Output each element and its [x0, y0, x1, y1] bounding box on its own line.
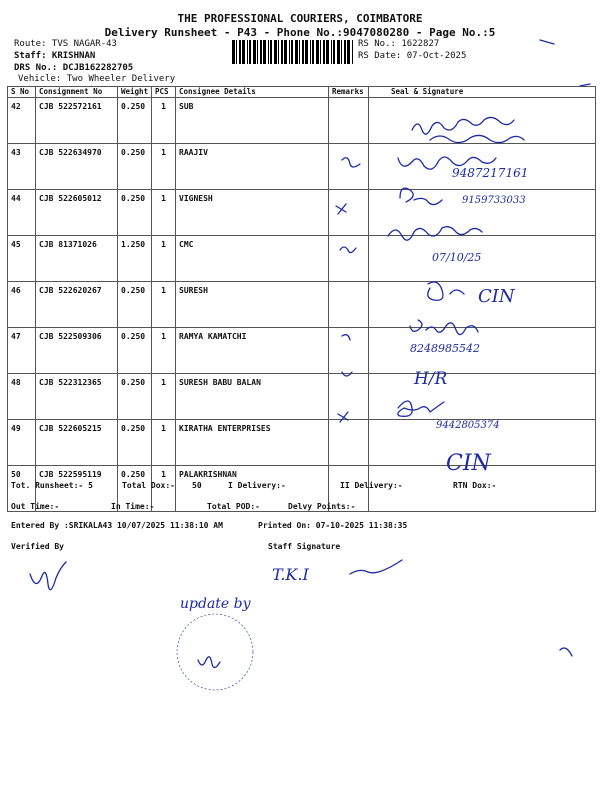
col-pcs-header: PCS	[152, 87, 176, 98]
signature-cell	[369, 374, 596, 420]
barcode-bar	[333, 40, 335, 64]
rs-number: RS No.: 1622827	[358, 39, 440, 49]
weight-cell: 0.250	[118, 282, 152, 328]
sno-cell: 46	[8, 282, 36, 328]
weight-cell: 0.250	[118, 328, 152, 374]
barcode-bar	[312, 40, 314, 64]
remarks-cell	[329, 374, 369, 420]
table-row	[8, 236, 596, 282]
vehicle-label: Vehicle: Two Wheeler Delivery	[18, 74, 176, 84]
table-row	[8, 144, 596, 190]
signature-cell	[369, 190, 596, 236]
barcode-bar	[253, 40, 256, 64]
consignment-cell: CJB 522605215	[36, 420, 118, 466]
consignment-cell: CJB 81371026	[36, 236, 118, 282]
barcode-bar	[326, 40, 329, 64]
weight-cell: 1.250	[118, 236, 152, 282]
consignment-cell: CJB 522312365	[36, 374, 118, 420]
drs-number: DRS No.: DCJB162282705	[14, 63, 134, 73]
route-label: Route: TVS NAGAR-43	[14, 39, 117, 49]
total-pod: Total POD:-	[207, 502, 260, 511]
remarks-cell	[329, 282, 369, 328]
barcode-bar	[320, 40, 321, 64]
weight-cell: 0.250	[118, 98, 152, 144]
barcode-bar	[299, 40, 300, 64]
pcs-cell: 1	[152, 144, 176, 190]
weight-cell: 0.250	[118, 144, 152, 190]
total-dox-label: Total Dox:-	[122, 481, 175, 490]
signature-cell	[369, 144, 596, 190]
verified-by: Verified By	[11, 542, 64, 551]
weight-cell: 0.250	[118, 466, 152, 512]
update-by-note: update by	[180, 596, 251, 612]
staff-signature-stroke	[350, 560, 402, 574]
sno-cell: 47	[8, 328, 36, 374]
barcode-bar	[268, 40, 269, 64]
sno-cell: 49	[8, 420, 36, 466]
consignee-cell: VIGNESH	[176, 190, 329, 236]
runsheet-table	[7, 86, 596, 512]
sno-cell: 45	[8, 236, 36, 282]
note-row46: CIN	[478, 286, 515, 307]
barcode-bar	[310, 40, 311, 64]
col-remarks-header: Remarks	[329, 87, 369, 98]
in-time: In Time:-	[111, 502, 155, 511]
consignment-cell: CJB 522595119	[36, 466, 118, 512]
consignment-cell: CJB 522572161	[36, 98, 118, 144]
consignee-cell: KIRATHA ENTERPRISES	[176, 420, 329, 466]
col-signature-header: Seal & Signature	[369, 87, 596, 98]
table-row	[8, 374, 596, 420]
consignment-cell: CJB 522509306	[36, 328, 118, 374]
remarks-cell	[329, 420, 369, 466]
weight-cell: 0.250	[118, 420, 152, 466]
remarks-cell	[329, 144, 369, 190]
signature-cell	[369, 282, 596, 328]
pcs-cell: 1	[152, 328, 176, 374]
consignee-cell: RAMYA KAMATCHI	[176, 328, 329, 374]
remarks-cell	[329, 328, 369, 374]
staff-label: Staff: KRISHNAN	[14, 51, 96, 61]
sno-cell: 48	[8, 374, 36, 420]
stamp-initials	[198, 657, 220, 668]
sno-cell: 42	[8, 98, 36, 144]
consignee-cell: SURESH BABU BALAN	[176, 374, 329, 420]
pcs-cell: 1	[152, 282, 176, 328]
barcode-bar	[347, 40, 350, 64]
consignee-cell: CMC	[176, 236, 329, 282]
barcode-bar	[344, 40, 346, 64]
company-title: THE PROFESSIONAL COURIERS, COIMBATORE	[177, 12, 423, 25]
barcode-bar	[236, 40, 237, 64]
barcode-bar	[249, 40, 251, 64]
remarks-cell	[329, 190, 369, 236]
delvy-points: Delvy Points:-	[288, 502, 356, 511]
pcs-cell: 1	[152, 466, 176, 512]
consignment-cell: CJB 522605012	[36, 190, 118, 236]
sno-cell: 43	[8, 144, 36, 190]
barcode-bar	[341, 40, 342, 64]
col-consignee-header: Consignee Details	[176, 87, 329, 98]
barcode-bar	[305, 40, 308, 64]
verified-signature	[30, 562, 66, 590]
barcode-bar	[323, 40, 325, 64]
barcode-bar	[278, 40, 279, 64]
staff-signature: T.K.I	[272, 565, 309, 584]
rtn-dox: RTN Dox:-	[453, 481, 497, 490]
col-weight-header: Weight	[118, 87, 152, 98]
printed-on: Printed On: 07-10-2025 11:38:35	[258, 521, 408, 530]
sno-cell: 50	[8, 466, 36, 512]
barcode-bar	[247, 40, 248, 64]
consignment-cell: CJB 522620267	[36, 282, 118, 328]
table-row	[8, 98, 596, 144]
i-delivery: I Delivery:-	[228, 481, 286, 490]
barcode-bar	[337, 40, 340, 64]
ii-delivery: II Delivery:-	[340, 481, 403, 490]
consignee-cell: PALAKRISHNAN	[176, 466, 329, 512]
consignee-cell: SUB	[176, 98, 329, 144]
table-header-row	[8, 87, 596, 98]
round-stamp	[177, 614, 253, 690]
signature-cell	[369, 420, 596, 466]
barcode-bar	[260, 40, 262, 64]
out-time: Out Time:-	[11, 502, 60, 511]
table-row	[8, 190, 596, 236]
weight-cell: 0.250	[118, 190, 152, 236]
runsheet-title: Delivery Runsheet - P43 - Phone No.:9047080280 - Page No.:5	[104, 26, 496, 39]
consignment-cell: CJB 522634970	[36, 144, 118, 190]
phone-row49: 9442805374	[436, 420, 500, 431]
remarks-cell	[329, 98, 369, 144]
barcode-bar	[281, 40, 283, 64]
col-consignment-header: Consignment No	[36, 87, 118, 98]
note-row48: H/R	[414, 369, 448, 389]
phone-row47: 8248985542	[410, 342, 480, 355]
note-row50: CIN	[446, 451, 491, 476]
barcode-bar	[291, 40, 293, 64]
consignee-cell: RAAJIV	[176, 144, 329, 190]
barcode-bar	[295, 40, 298, 64]
phone-row44: 9159733033	[462, 195, 526, 206]
barcode-bar	[289, 40, 290, 64]
col-sno-header: S No	[8, 87, 36, 98]
date-row45: 07/10/25	[432, 251, 482, 264]
phone-row43: 9487217161	[452, 166, 529, 180]
barcode-bar	[331, 40, 332, 64]
pcs-cell: 1	[152, 420, 176, 466]
barcode-bar	[352, 40, 353, 64]
weight-cell: 0.250	[118, 374, 152, 420]
pcs-cell: 1	[152, 236, 176, 282]
barcode-bar	[257, 40, 258, 64]
barcode-bar	[270, 40, 272, 64]
sno-cell: 44	[8, 190, 36, 236]
staff-signature-label: Staff Signature	[268, 542, 341, 551]
table-row	[8, 420, 596, 466]
signature-cell	[369, 328, 596, 374]
signature-cell	[369, 98, 596, 144]
remarks-cell	[329, 236, 369, 282]
barcode-bar	[242, 40, 245, 64]
barcode-bar	[316, 40, 319, 64]
pcs-cell: 1	[152, 98, 176, 144]
consignee-cell: SURESH	[176, 282, 329, 328]
pcs-cell: 1	[152, 374, 176, 420]
barcode	[232, 40, 354, 64]
barcode-bar	[239, 40, 241, 64]
signature-cell	[369, 236, 596, 282]
barcode-bar	[302, 40, 304, 64]
barcode-bar	[232, 40, 235, 64]
barcode-bar	[263, 40, 266, 64]
table-row	[8, 328, 596, 374]
barcode-bar	[274, 40, 277, 64]
tot-runsheet: Tot. Runsheet:- 5	[11, 481, 93, 490]
rs-date: RS Date: 07-Oct-2025	[358, 51, 467, 61]
barcode-bar	[284, 40, 287, 64]
entered-by: Entered By :SRIKALA43 10/07/2025 11:38:10 AM	[11, 521, 223, 530]
table-row	[8, 282, 596, 328]
pcs-cell: 1	[152, 190, 176, 236]
total-dox-value: 50	[192, 481, 202, 490]
